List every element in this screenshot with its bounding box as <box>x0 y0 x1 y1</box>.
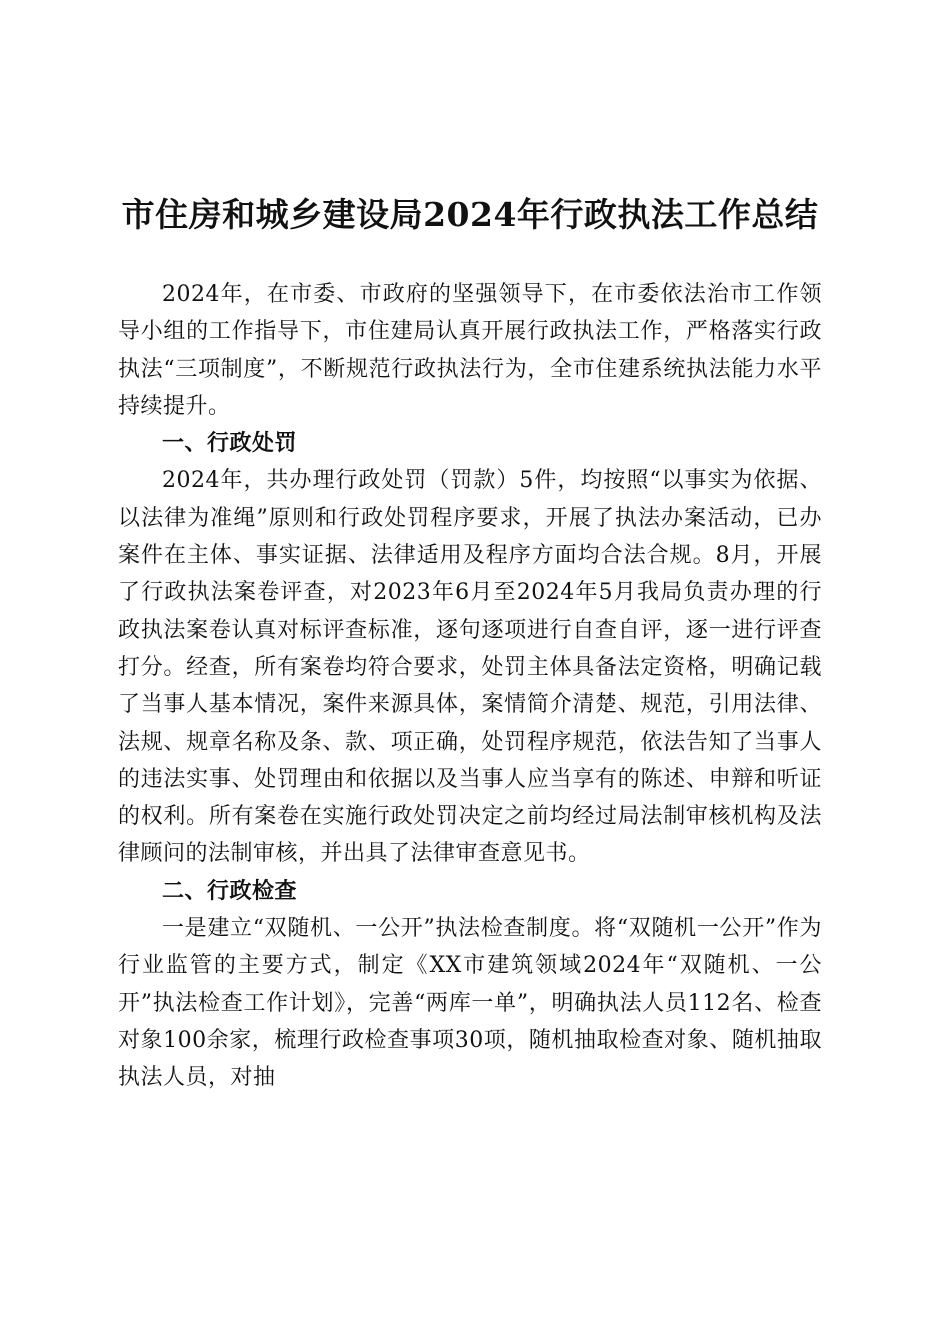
intro-paragraph: 2024年，在市委、市政府的坚强领导下，在市委依法治市工作领导小组的工作指导下，市住建局认真开展行政执法工作，严格落实行政执法“三项制度”，不断规范行政执法行为，全市住建系统执法能力水平持续提升。 <box>118 282 822 419</box>
section-heading-administrative-penalty: 一、行政处罚 <box>162 430 298 457</box>
document-title: 市住房和城乡建设局2024年行政执法工作总结 <box>121 195 819 234</box>
document-body <box>118 276 822 1097</box>
section-heading-administrative-inspection: 二、行政检查 <box>162 877 298 904</box>
administrative-penalty-paragraph: 2024年，共办理行政处罚（罚款）5件，均按照“以事实为依据、以法律为准绳”原则和行政处罚程序要求，开展了执法办案活动，已办案件在主体、事实证据、法律适用及程序方面均合法合规。8月，开展了行政执法案卷评查，对2023年6月至2024年5月我局负责办理的行政执法案卷认真对标评查标准，逐句逐项进行自查自评，逐一进行评查打分。经查，所有案卷均符合要求，处罚主体具备法定资格，明确记载了当事人基本情况，案件来源具体，案情简介清楚、规范，引用法律、法规、规章名称及条、款、项正确，处罚程序规范，依法告知了当事人的违法实事、处罚理由和依据以及当事人应当享有的陈述、申辩和听证的权利。所有案卷在实施行政处罚决定之前均经过局法制审核机构及法律顾问的法制审核，并出具了法律审查意见书。 <box>118 468 822 867</box>
administrative-inspection-paragraph: 一是建立“双随机、一公开”执法检查制度。将“双随机一公开”作为行业监管的主要方式，制定《XX市建筑领域2024年“双随机、一公开”执法检查工作计划》，完善“两库一单”，明确执法人员112名、检查对象100余家，梳理行政检查事项30项，随机抽取检查对象、随机抽取执法人员，对抽 <box>118 916 822 1091</box>
